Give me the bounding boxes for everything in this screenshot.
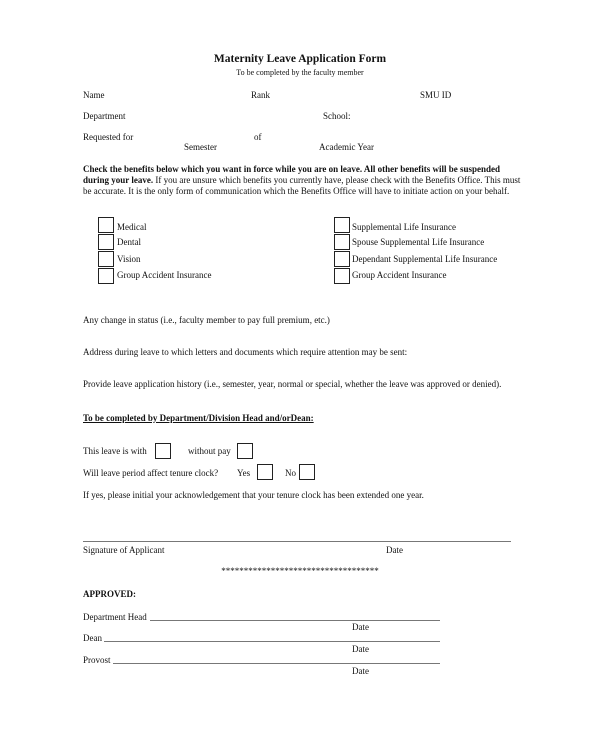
acknowledge-text: If yes, please initial your acknowledgement that your tenure clock has been extended one year.: [83, 490, 424, 500]
signature-line[interactable]: [83, 541, 511, 542]
benefit-label-medical: Medical: [117, 222, 147, 232]
checkbox-without-pay[interactable]: [237, 443, 253, 459]
form-title: Maternity Leave Application Form: [213, 53, 387, 65]
of-label: of: [254, 132, 262, 142]
school-label: School:: [323, 111, 351, 121]
status-change-question: Any change in status (i.e., faculty member to pay full premium, etc.): [83, 315, 330, 325]
checkbox-tenure-yes[interactable]: [257, 464, 273, 480]
tenure-no-label: No: [285, 468, 296, 478]
benefits-instructions-rest: If you are unsure which benefits you currently have, please check with the Benefits Office. This must be accurate. It is the only form of communication which the Benefits Office will have to initiate action on your behalf.: [83, 175, 521, 196]
signature-of-applicant-label: Signature of Applicant: [83, 545, 165, 555]
checkbox-tenure-no[interactable]: [299, 464, 315, 480]
checkbox-group-accident-right[interactable]: [334, 268, 350, 284]
signature-date-label: Date: [386, 545, 403, 555]
approved-heading: APPROVED:: [83, 589, 136, 599]
checkbox-spouse-supplemental-life[interactable]: [334, 234, 350, 250]
benefit-label-supplemental-life: Supplemental Life Insurance: [352, 222, 456, 232]
without-pay-label: without pay: [188, 446, 231, 456]
dean-signature-line[interactable]: [104, 641, 440, 642]
checkbox-with-pay[interactable]: [155, 443, 171, 459]
checkbox-group-accident-left[interactable]: [98, 268, 114, 284]
dept-section-heading: To be completed by Department/Division Head and/orDean:: [83, 413, 314, 423]
checkbox-medical[interactable]: [98, 217, 114, 233]
name-label: Name: [83, 90, 105, 100]
benefit-label-dental: Dental: [117, 237, 141, 247]
department-head-label: Department Head: [83, 612, 147, 622]
checkbox-vision[interactable]: [98, 251, 114, 267]
provost-date-label: Date: [352, 666, 369, 676]
history-question: Provide leave application history (i.e., semester, year, normal or special, whether the leave was approved or denied).: [83, 379, 502, 389]
requested-for-label: Requested for: [83, 132, 134, 142]
provost-signature-line[interactable]: [113, 663, 440, 664]
semester-label: Semester: [184, 142, 217, 152]
benefit-label-vision: Vision: [117, 254, 141, 264]
department-head-date-label: Date: [352, 622, 369, 632]
checkbox-supplemental-life[interactable]: [334, 217, 350, 233]
department-head-signature-line[interactable]: [150, 620, 440, 621]
provost-label: Provost: [83, 655, 111, 665]
dean-label: Dean: [83, 633, 102, 643]
benefit-label-spouse-supplemental-life: Spouse Supplemental Life Insurance: [352, 237, 485, 247]
smu-id-label: SMU ID: [420, 90, 452, 100]
academic-year-label: Academic Year: [319, 142, 374, 152]
benefits-instructions: [83, 164, 523, 197]
leave-with-label: This leave is with: [83, 446, 147, 456]
tenure-yes-label: Yes: [237, 468, 251, 478]
benefit-label-dependant-supplemental-life: Dependant Supplemental Life Insurance: [352, 254, 498, 264]
benefit-label-group-accident-right: Group Accident Insurance: [352, 270, 447, 280]
form-subtitle: To be completed by the faculty member: [236, 68, 364, 77]
benefit-label-group-accident-left: Group Accident Insurance: [117, 270, 212, 280]
benefits-instructions-bold: Check the benefits below which you want in force while you are on leave. All other benefits will be suspended during your leave.: [83, 164, 501, 185]
checkbox-dependant-supplemental-life[interactable]: [334, 251, 350, 267]
dean-date-label: Date: [352, 644, 369, 654]
department-label: Department: [83, 111, 126, 121]
tenure-clock-question: Will leave period affect tenure clock?: [83, 468, 219, 478]
rank-label: Rank: [251, 90, 270, 100]
address-question: Address during leave to which letters and documents which require attention may be sent:: [83, 347, 408, 357]
section-divider-stars: ***********************************: [221, 566, 379, 576]
checkbox-dental[interactable]: [98, 234, 114, 250]
